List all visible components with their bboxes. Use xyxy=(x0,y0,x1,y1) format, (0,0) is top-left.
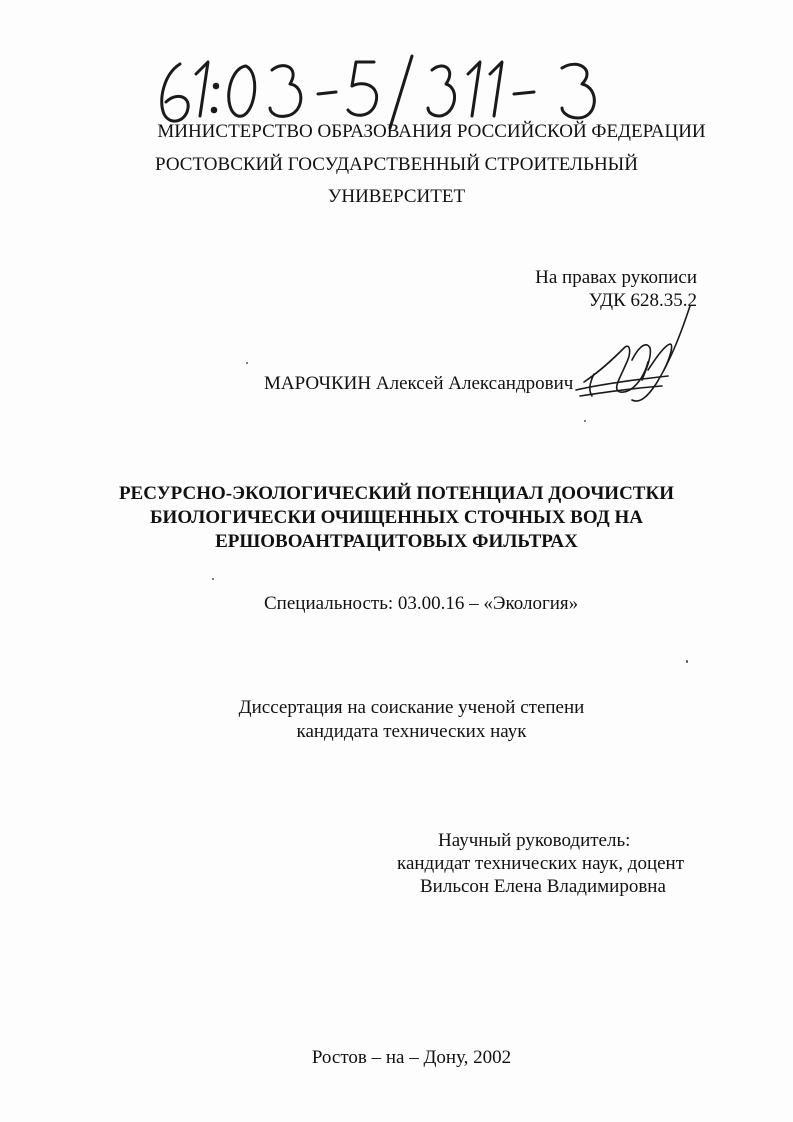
supervisor-label: Научный руководитель: xyxy=(438,830,631,851)
university-name-line2: УНИВЕРСИТЕТ xyxy=(327,186,466,207)
scan-speck xyxy=(584,420,586,422)
supervisor-name: Вильсон Елена Владимировна xyxy=(420,876,666,897)
dissertation-title-line1: РЕСУРСНО-ЭКОЛОГИЧЕСКИЙ ПОТЕНЦИАЛ ДООЧИСТКИ xyxy=(118,483,675,504)
specialty-line: Специальность: 03.00.16 – «Экология» xyxy=(264,593,579,614)
supervisor-degree: кандидат технических наук, доцент xyxy=(397,853,685,874)
place-and-year: Ростов – на – Дону, 2002 xyxy=(311,1047,512,1068)
dissertation-title-line2: БИОЛОГИЧЕСКИ ОЧИЩЕННЫХ СТОЧНЫХ ВОД НА xyxy=(150,507,643,528)
udk-code: УДК 628.35.2 xyxy=(588,290,697,311)
author-name: МАРОЧКИН Алексей Александрович xyxy=(264,373,574,394)
scan-speck xyxy=(246,362,248,364)
degree-statement-line1: Диссертация на соискание ученой степени xyxy=(238,697,585,718)
university-name-line1: РОСТОВСКИЙ ГОСУДАРСТВЕННЫЙ СТРОИТЕЛЬНЫЙ xyxy=(155,154,638,175)
author-signature xyxy=(572,300,702,410)
scan-speck xyxy=(212,578,214,580)
manuscript-rights-label: На правах рукописи xyxy=(535,267,697,288)
dissertation-title-line3: ЕРШОВОАНТРАЦИТОВЫХ ФИЛЬТРАХ xyxy=(215,531,578,552)
ministry-heading: МИНИСТЕРСТВО ОБРАЗОВАНИЯ РОССИЙСКОЙ ФЕДЕРАЦИИ xyxy=(157,121,706,142)
scan-speck xyxy=(686,660,688,663)
degree-statement-line2: кандидата технических наук xyxy=(296,721,527,742)
handwritten-archive-code xyxy=(150,52,620,132)
